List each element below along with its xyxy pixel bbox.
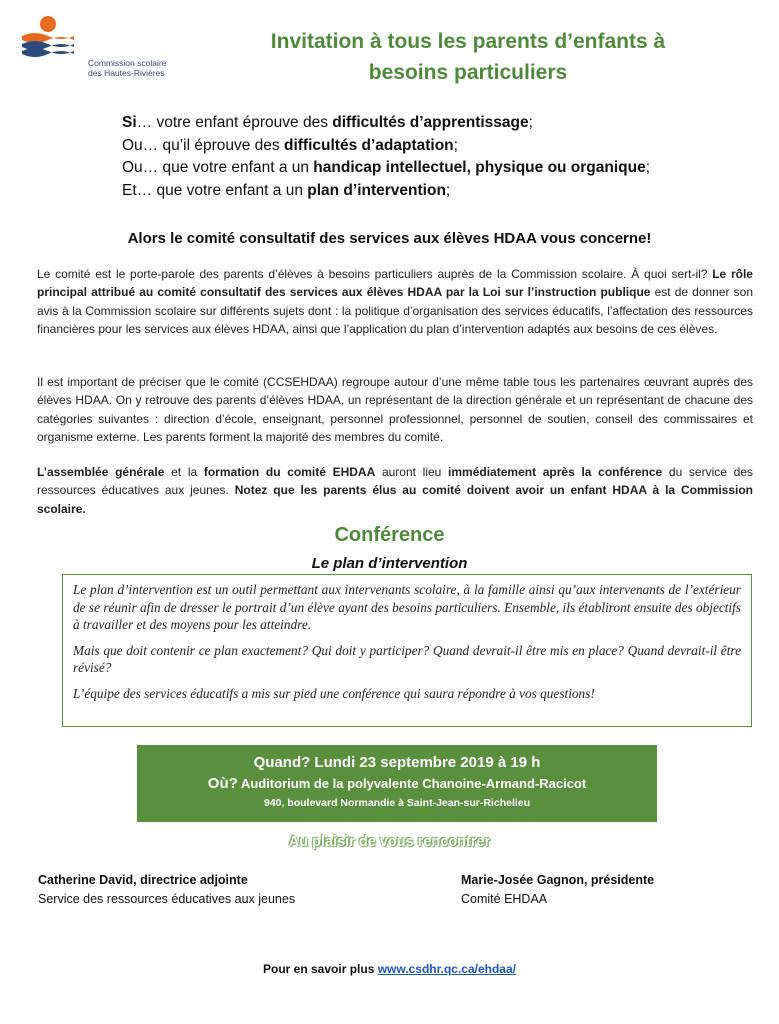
logo-mark-icon xyxy=(20,14,190,59)
event-location: Où? Auditorium de la polyvalente Chanoine-Armand-Racicot xyxy=(207,775,587,792)
logo xyxy=(20,14,190,78)
conference-paragraph: L’équipe des services éducatifs a mis sur pied une conférence qui saura répondre à vos questions! xyxy=(73,685,595,701)
concern-heading: Alors le comité consultatif des services aux élèves HDAA vous concerne! xyxy=(127,230,652,247)
intro-line: Ou… que votre enfant a un handicap intellectuel, physique ou organique; xyxy=(122,159,651,176)
paragraph-role: Le comité est le porte-parole des parents d’élèves à besoins particuliers auprès de la Commission scolaire. À quoi sert-il? Le rôle principal attribué au comité consultatif des services aux élèves HDAA par la Loi sur l’instruction publique est de donner son avis à la Commission scolaire sur différents sujets dont : la politique d’organisation des services éducatifs, l’affectation des ressources financières pour les services aux élèves HDAA, ainsi que l’application du plan d’intervention adaptés aux besoins de ces élèves. xyxy=(37,267,753,336)
logo-text: Commission scolaire des Hautes-Rivières xyxy=(88,58,167,78)
intro-list xyxy=(122,112,650,202)
conference-paragraph: Mais que doit contenir ce plan exactement? Qui doit y participer? Quand devrait-il être mis en place? Quand devrait-il être révisé? xyxy=(73,642,741,675)
conference-subtitle: Le plan d’intervention xyxy=(311,555,468,572)
page-title: Invitation à tous les parents d’enfants à besoins particuliers xyxy=(270,30,666,84)
more-info: Pour en savoir plus www.csdhr.qc.ca/ehdaa/ xyxy=(263,962,516,976)
conference-title: Conférence xyxy=(334,524,445,546)
intro-line: Et… que votre enfant a un plan d’intervention; xyxy=(122,181,451,199)
intro-line: Ou… qu’il éprouve des difficultés d’adaptation; xyxy=(122,136,458,154)
signature-right: Marie-Josée Gagnon, présidente Comité EHDAA xyxy=(461,873,655,906)
website-link[interactable]: www.csdhr.qc.ca/ehdaa/ xyxy=(377,962,516,976)
event-address: 940, boulevard Normandie à Saint-Jean-sur-Richelieu xyxy=(263,797,531,809)
intro-line: Si… votre enfant éprouve des difficultés d’apprentissage; xyxy=(122,114,533,131)
signature-left: Catherine David, directrice adjointe Service des ressources éducatives aux jeunes xyxy=(38,873,296,906)
closing-message: Au plaisir de vous rencontrer xyxy=(288,834,491,850)
conference-paragraph: Le plan d’intervention est un outil permettant aux intervenants scolaire, à la famille ainsi qu’aux intervenants de l’extérieur de se réunir afin de dresser le portrait d’un élève ayant des besoins particuliers. Ensemble, ils établiront ensuite des objectifs à travailler et des moyens pour les atteindre. xyxy=(73,582,741,632)
conference-box xyxy=(62,574,752,727)
paragraph-members: Il est important de préciser que le comité (CCSEHDAA) regroupe autour d’une même table tous les partenaires œuvrant auprès des élèves HDAA. On y retrouve des parents d’élèves HDAA, un représentant de la direction générale et un représentant de chacune des catégories suivantes : direction d’école, enseignant, personnel professionnel, personnel de soutien, conseil des commissaires et organisme externe. Les parents forment la majorité des membres du comité. xyxy=(37,375,753,444)
event-date: Quand? Lundi 23 septembre 2019 à 19 h xyxy=(253,754,541,771)
event-details-box xyxy=(137,745,657,822)
paragraph-assembly: L’assemblée générale et la formation du comité EHDAA auront lieu immédiatement après la conférence du service des ressources éducatives aux jeunes. Notez que les parents élus au comité doivent avoir un enfant HDAA à la Commission scolaire. xyxy=(37,465,753,516)
